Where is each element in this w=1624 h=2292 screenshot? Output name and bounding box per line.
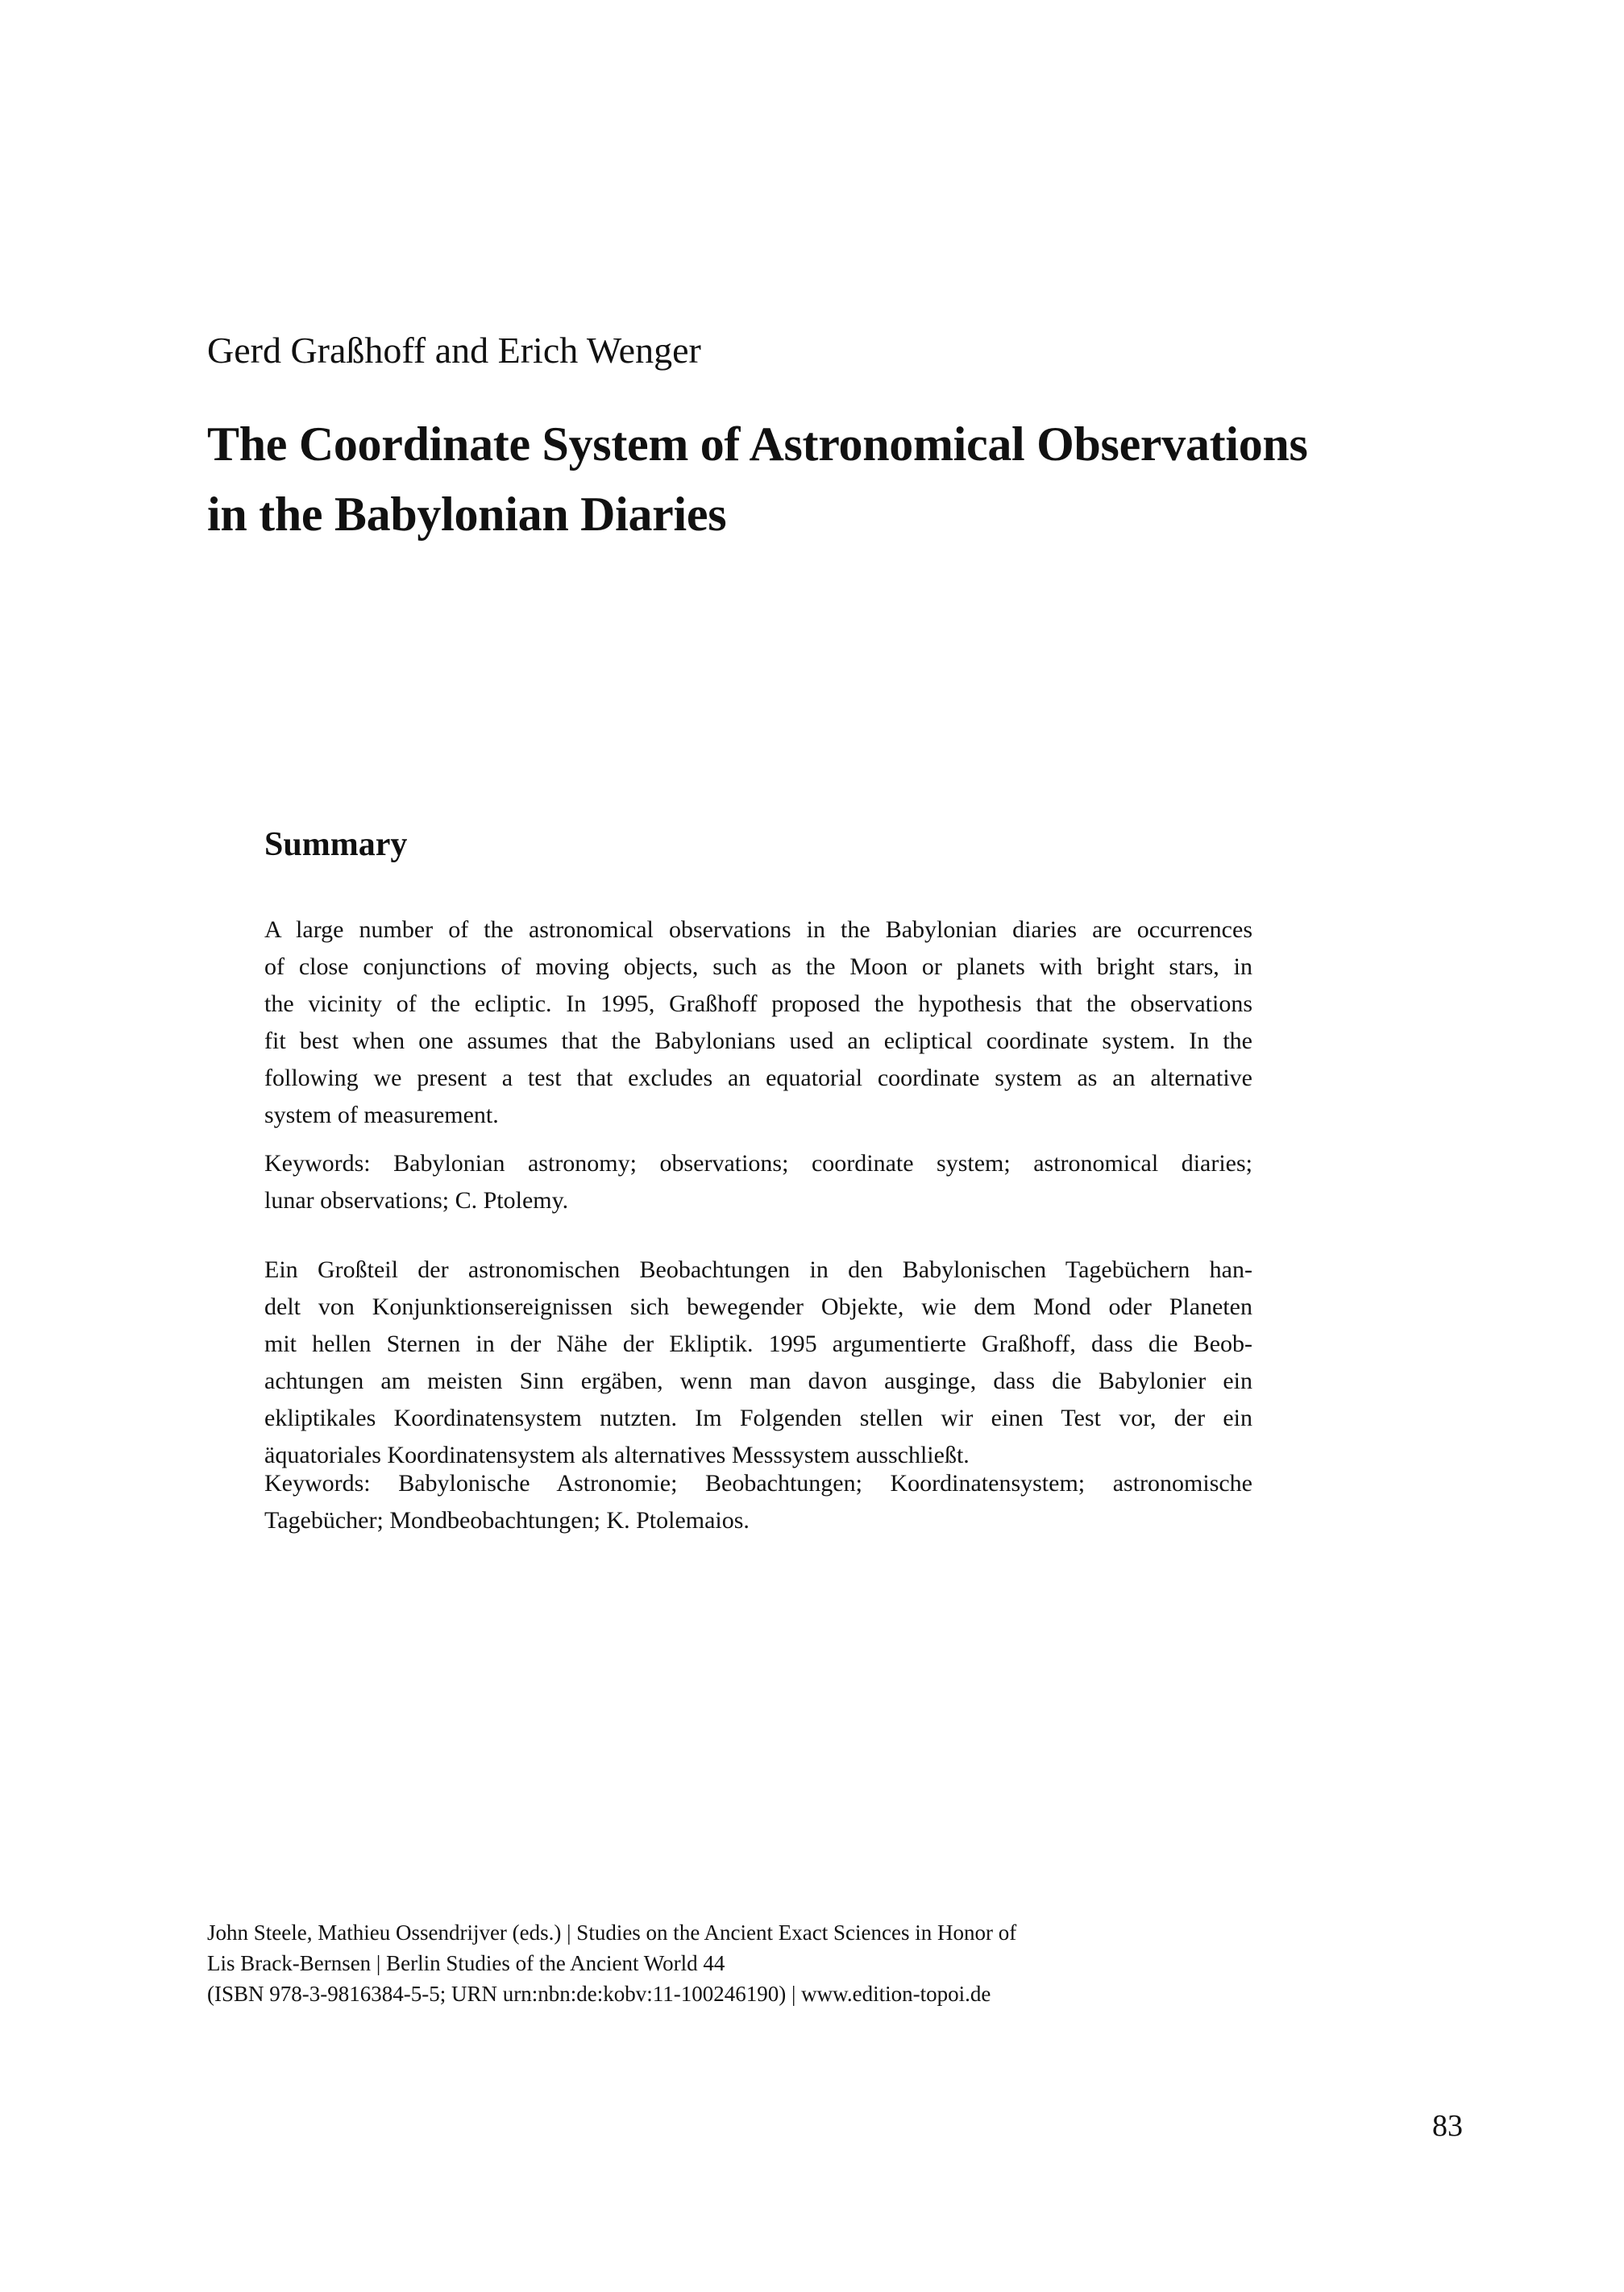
text-line: mit hellen Sternen in der Nähe der Ekliptik. 1995 argumentierte Graßhoff, dass die Beob- [264,1331,1252,1357]
citation-line: Lis Brack-Bernsen | Berlin Studies of the Ancient World 44 [207,1951,725,1975]
keywords-german [264,1465,1252,1539]
text-line: äquatoriales Koordinatensystem als alternatives Messsystem ausschließt. [264,1442,970,1468]
summary-german-paragraph [264,1252,1252,1474]
text-line: following we present a test that excludes an equatorial coordinate system as an alternative [264,1065,1252,1091]
summary-english-paragraph [264,911,1252,1134]
text-line: delt von Konjunktionsereignissen sich bewegender Objekte, wie dem Mond oder Planeten [264,1293,1252,1320]
text-line: Ein Großteil der astronomischen Beobachtungen in den Babylonischen Tagebüchern han- [264,1256,1252,1283]
text-line: Keywords: Babylonische Astronomie; Beobachtungen; Koordinatensystem; astronomische [264,1470,1252,1497]
citation-line: (ISBN 978-3-9816384-5-5; URN urn:nbn:de:kobv:11-100246190) | www.edition-topoi.de [207,1982,991,2006]
title-line: in the Babylonian Diaries [207,488,727,541]
text-line: achtungen am meisten Sinn ergäben, wenn man davon ausginge, dass die Babylonier ein [264,1368,1252,1394]
text-line: Keywords: Babylonian astronomy; observations; coordinate system; astronomical diaries; [264,1150,1252,1177]
article-authors: Gerd Graßhoff and Erich Wenger [207,330,701,371]
text-line: lunar observations; C. Ptolemy. [264,1187,569,1214]
text-line: Tagebücher; Mondbeobachtungen; K. Ptolemaios. [264,1507,750,1534]
text-line: of close conjunctions of moving objects, such as the Moon or planets with bright stars, in [264,953,1252,980]
text-line: A large number of the astronomical observations in the Babylonian diaries are occurrences [264,916,1252,943]
text-line: ekliptikales Koordinatensystem nutzten. Im Folgenden stellen wir einen Test vor, der ein [264,1405,1252,1431]
title-line: The Coordinate System of Astronomical Observations [207,417,1308,471]
keywords-english [264,1145,1252,1219]
summary-heading: Summary [264,826,408,863]
citation-line: John Steele, Mathieu Ossendrijver (eds.) | Studies on the Ancient Exact Sciences in Honor of [207,1920,1017,1945]
text-line: system of measurement. [264,1102,499,1128]
article-title [207,409,1308,550]
page-number: 83 [1432,2109,1463,2143]
text-line: fit best when one assumes that the Babylonians used an ecliptical coordinate system. In the [264,1028,1252,1054]
citation-footer [207,1917,1016,2009]
text-line: the vicinity of the ecliptic. In 1995, Graßhoff proposed the hypothesis that the observations [264,990,1252,1017]
